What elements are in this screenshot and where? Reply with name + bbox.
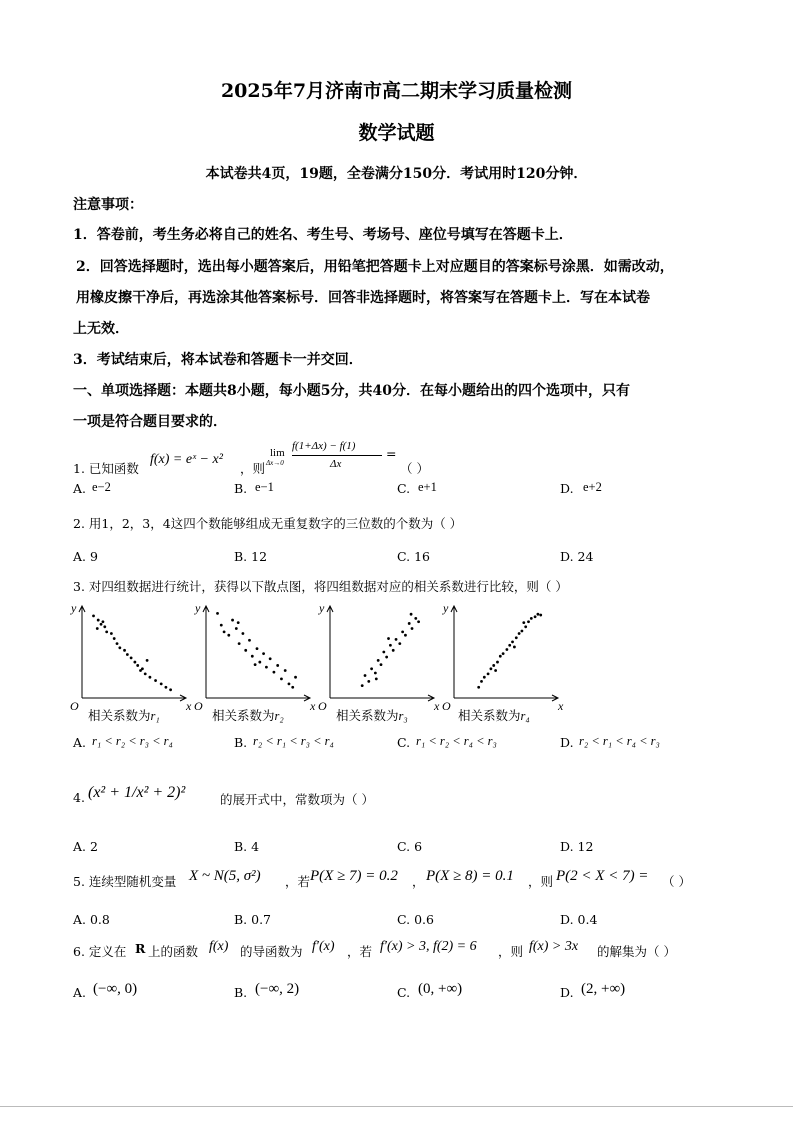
- question-6-fpx: f′(x): [312, 939, 335, 954]
- scatter-point: [414, 617, 417, 620]
- scatter-point: [116, 642, 119, 645]
- scatter-point: [494, 669, 497, 672]
- question-6-option-c[interactable]: (0, +∞): [418, 981, 463, 997]
- question-4-text: 的展开式中，常数项为（ ）: [220, 792, 374, 807]
- scatter-point: [96, 627, 99, 630]
- question-2-option-a[interactable]: A. 9: [73, 549, 98, 564]
- scatter-point: [256, 647, 259, 650]
- scatter-point: [385, 656, 388, 659]
- scatter-point: [242, 632, 245, 635]
- scatter-point: [404, 634, 407, 637]
- scatter-point: [524, 625, 527, 628]
- scatter-point: [262, 652, 265, 655]
- scatter-point: [291, 686, 294, 689]
- scatter-point: [248, 639, 251, 642]
- question-3-text: 3. 对四组数据进行统计，获得以下散点图，将四组数据对应的相关系数进行比较，则（ ）: [73, 579, 568, 594]
- question-1-option-b-label[interactable]: B.: [234, 481, 248, 496]
- question-6-condition: f′(x) > 3, f(2) = 6: [380, 939, 477, 954]
- scatter-point: [505, 648, 508, 651]
- scatter-point: [522, 621, 525, 624]
- scatter-point: [518, 632, 521, 635]
- exam-info: 本试卷共4页，19题，全卷满分150分．考试用时120分钟．: [205, 166, 588, 182]
- scatter-point: [527, 620, 530, 623]
- question-5-option-c[interactable]: C. 0.6: [397, 912, 434, 927]
- plot-4-label: 相关系数为r₄: [458, 708, 530, 723]
- scatter-point: [487, 672, 490, 675]
- scatter-point: [490, 667, 493, 670]
- scatter-point: [408, 622, 411, 625]
- scatter-point: [113, 637, 116, 640]
- scatter-point: [223, 630, 226, 633]
- scatter-point: [130, 656, 133, 659]
- question-2-option-b[interactable]: B. 12: [234, 549, 268, 564]
- question-3-option-c[interactable]: r₁ < r₂ < r₄ < r₃: [416, 734, 497, 748]
- question-6-inequality: f(x) > 3x: [529, 939, 579, 954]
- scatter-point: [92, 614, 95, 617]
- scatter-point: [110, 632, 113, 635]
- question-2-text: 2. 用1，2，3，4这四个数能够组成无重复数字的三位数的个数为（ ）: [73, 516, 463, 531]
- question-5-if: ，若: [285, 874, 311, 889]
- scatter-point: [511, 641, 514, 644]
- question-6-option-c-label[interactable]: C.: [397, 985, 411, 1000]
- question-1-option-c[interactable]: e+1: [418, 480, 437, 494]
- scatter-point: [534, 615, 537, 618]
- scatter-point: [105, 630, 108, 633]
- question-5-option-d[interactable]: D. 0.4: [560, 912, 598, 927]
- question-1-lim-denominator: Δx: [330, 458, 342, 470]
- question-5-p3: P(2 < X < 7) =: [556, 868, 649, 884]
- scatter-point: [410, 613, 413, 616]
- page-bottom-rule: [0, 1106, 793, 1107]
- question-3-option-d[interactable]: r₂ < r₁ < r₄ < r₃: [579, 734, 660, 748]
- scatter-point: [361, 684, 364, 687]
- scatter-point: [398, 642, 401, 645]
- scatter-point: [123, 649, 126, 652]
- scatter-point: [499, 655, 502, 658]
- scatter-point: [364, 674, 367, 677]
- scatter-point: [118, 646, 121, 649]
- scatter-point: [160, 683, 163, 686]
- y-axis-label: y: [319, 601, 325, 615]
- scatter-point: [269, 657, 272, 660]
- scatter-point: [139, 669, 142, 672]
- question-1-option-a[interactable]: e−2: [92, 480, 111, 494]
- scatter-point: [103, 625, 106, 628]
- scatter-point: [480, 680, 483, 683]
- scatter-point: [530, 617, 533, 620]
- question-6-mid-4: ，则: [498, 944, 524, 959]
- question-5-option-a[interactable]: A. 0.8: [73, 912, 110, 927]
- question-1-option-a-label[interactable]: A.: [73, 481, 87, 496]
- scatter-point: [539, 614, 542, 617]
- scatter-point: [401, 630, 404, 633]
- scatter-point: [537, 613, 540, 616]
- question-6-option-d[interactable]: (2, +∞): [581, 981, 626, 997]
- question-1-option-c-label[interactable]: C.: [397, 481, 411, 496]
- scatter-point: [126, 653, 129, 656]
- question-4-expression: (x² + 1/x² + 2)²: [88, 784, 186, 801]
- scatter-plot-2: [192, 598, 317, 713]
- scatter-point: [392, 649, 395, 652]
- scatter-point: [237, 621, 240, 624]
- question-1-prefix: 1. 已知函数: [73, 461, 139, 476]
- y-axis-label: y: [195, 601, 201, 615]
- question-6-mid-1: 上的函数: [148, 944, 199, 959]
- scatter-point: [521, 630, 524, 633]
- question-6-option-b[interactable]: (−∞, 2): [255, 981, 300, 997]
- origin-label: O: [70, 699, 79, 713]
- notice-item-2-line-1: 2．回答选择题时，选出每小题答案后，用铅笔把答题卡上对应题目的答案标号涂黑．如需改动，: [76, 259, 674, 275]
- scatter-point: [100, 623, 103, 626]
- scatter-point: [370, 667, 373, 670]
- question-5-then: ，则: [528, 874, 554, 889]
- x-axis-label: x: [558, 699, 564, 713]
- scatter-point: [146, 659, 149, 662]
- question-6-real-set: R: [135, 941, 146, 956]
- question-5-sep: ，: [412, 874, 425, 889]
- question-6-option-d-label[interactable]: D.: [560, 985, 574, 1000]
- scatter-point: [280, 677, 283, 680]
- question-1-lim-numerator: f(1+Δx) − f(1): [292, 440, 356, 452]
- question-6-fx: f(x): [209, 939, 229, 954]
- question-5-p2: P(X ≥ 8) = 0.1: [426, 868, 514, 884]
- question-3-option-a-label[interactable]: A.: [73, 735, 87, 750]
- page-subtitle: 数学试题: [358, 122, 435, 144]
- scatter-point: [513, 646, 516, 649]
- question-6-option-a[interactable]: (−∞, 0): [93, 981, 138, 997]
- section-1-heading-line-2: 一项是符合题目要求的．: [73, 414, 227, 430]
- question-3-option-c-label[interactable]: C.: [397, 735, 411, 750]
- question-1-mid: ，则: [240, 461, 266, 476]
- scatter-point: [220, 624, 223, 627]
- origin-label: O: [318, 699, 327, 713]
- scatter-point: [251, 655, 254, 658]
- question-6-option-b-label[interactable]: B.: [234, 985, 248, 1000]
- scatter-point: [133, 661, 136, 664]
- plot-1-label: 相关系数为r₁: [88, 708, 160, 723]
- scatter-point: [235, 627, 238, 630]
- scatter-plot-4: [440, 598, 565, 713]
- question-1-option-b[interactable]: e−1: [255, 480, 274, 494]
- scatter-point: [258, 661, 261, 664]
- notice-heading: 注意事项：: [73, 197, 143, 213]
- scatter-point: [165, 686, 168, 689]
- scatter-point: [375, 677, 378, 680]
- y-axis-label: y: [71, 601, 77, 615]
- question-1-equals: =: [386, 446, 397, 461]
- scatter-point: [387, 637, 390, 640]
- scatter-point: [97, 619, 100, 622]
- question-1-option-d[interactable]: e+2: [583, 480, 602, 494]
- question-1-answer-paren: （ ）: [400, 461, 429, 476]
- question-3-option-b[interactable]: r₂ < r₁ < r₃ < r₄: [253, 734, 334, 748]
- x-axis-label: x: [310, 699, 316, 713]
- origin-label: O: [442, 699, 451, 713]
- origin-label: O: [194, 699, 203, 713]
- scatter-point: [238, 642, 241, 645]
- question-4-number: 4.: [73, 790, 85, 805]
- question-5-prefix: 5. 连续型随机变量: [73, 874, 177, 889]
- question-1-fraction-bar: [292, 455, 382, 456]
- x-axis-label: x: [186, 699, 192, 713]
- question-6-option-a-label[interactable]: A.: [73, 985, 87, 1000]
- scatter-point: [288, 683, 291, 686]
- scatter-point: [411, 627, 414, 630]
- scatter-point: [265, 666, 268, 669]
- question-2-option-d[interactable]: D. 24: [560, 549, 594, 564]
- section-1-heading-line-1: 一、单项选择题：本题共8小题，每小题5分，共40分．在每小题给出的四个选项中，只有: [73, 383, 630, 399]
- scatter-point: [149, 676, 152, 679]
- scatter-point: [154, 679, 157, 682]
- scatter-point: [508, 644, 511, 647]
- scatter-point: [367, 680, 370, 683]
- scatter-point: [389, 644, 392, 647]
- scatter-point: [477, 686, 480, 689]
- question-5-answer-paren: （ ）: [662, 874, 691, 889]
- question-5-option-b[interactable]: B. 0.7: [234, 912, 272, 927]
- notice-item-2-line-2: 用橡皮擦干净后，再选涂其他答案标号．回答非选择题时，将答案写在答题卡上．写在本试卷: [76, 290, 650, 306]
- question-3-option-d-label[interactable]: D.: [560, 735, 574, 750]
- question-4-option-b[interactable]: B. 4: [234, 839, 260, 854]
- scatter-point: [417, 620, 420, 623]
- scatter-point: [231, 619, 234, 622]
- question-4-option-c[interactable]: C. 6: [397, 839, 423, 854]
- question-6-tail: 的解集为（ ）: [597, 944, 676, 959]
- question-3-option-b-label[interactable]: B.: [234, 735, 248, 750]
- scatter-point: [483, 676, 486, 679]
- question-1-lim-sub: Δx→0: [266, 459, 284, 467]
- question-2-option-c[interactable]: C. 16: [397, 549, 430, 564]
- scatter-point: [244, 649, 247, 652]
- question-1-option-d-label[interactable]: D.: [560, 481, 574, 496]
- plot-3-label: 相关系数为r₃: [336, 708, 408, 723]
- scatter-point: [169, 688, 172, 691]
- notice-item-1: 1．答卷前，考生务必将自己的姓名、考生号、考场号、座位号填写在答题卡上．: [73, 227, 573, 243]
- scatter-point: [492, 664, 495, 667]
- scatter-point: [273, 671, 276, 674]
- x-axis-label: x: [434, 699, 440, 713]
- page-title: 2025年7月济南市高二期末学习质量检测: [220, 80, 573, 102]
- notice-item-3: 3．考试结束后，将本试卷和答题卡一并交回．: [73, 352, 363, 368]
- scatter-point: [254, 663, 257, 666]
- question-4-option-a[interactable]: A. 2: [73, 839, 98, 854]
- question-6-mid-2: 的导函数为: [240, 944, 303, 959]
- scatter-point: [294, 676, 297, 679]
- question-3-option-a[interactable]: r₁ < r₂ < r₃ < r₄: [92, 734, 173, 748]
- scatter-point: [276, 664, 279, 667]
- question-4-option-d[interactable]: D. 12: [560, 839, 594, 854]
- notice-item-2-line-3: 上无效．: [73, 321, 129, 337]
- scatter-point: [102, 620, 105, 623]
- scatter-point: [515, 636, 518, 639]
- y-axis-label: y: [443, 601, 449, 615]
- scatter-plot-3: [316, 598, 441, 713]
- question-5-distribution: X ~ N(5, σ²): [189, 868, 261, 884]
- scatter-point: [496, 661, 499, 664]
- plot-2-label: 相关系数为r₂: [212, 708, 284, 723]
- question-6-mid-3: ，若: [347, 944, 373, 959]
- scatter-point: [377, 659, 380, 662]
- question-6-prefix: 6. 定义在: [73, 944, 127, 959]
- scatter-point: [227, 634, 230, 637]
- scatter-point: [136, 664, 139, 667]
- scatter-point: [395, 638, 398, 641]
- scatter-point: [502, 652, 505, 655]
- question-1-lim: lim: [270, 447, 285, 459]
- scatter-point: [382, 651, 385, 654]
- question-1-function: f(x) = eˣ − x²: [150, 452, 223, 467]
- scatter-point: [216, 612, 219, 615]
- scatter-plot-1: [68, 598, 193, 713]
- question-5-p1: P(X ≥ 7) = 0.2: [310, 868, 398, 884]
- scatter-point: [374, 672, 377, 675]
- scatter-point: [284, 669, 287, 672]
- scatter-point: [380, 663, 383, 666]
- scatter-point: [144, 672, 147, 675]
